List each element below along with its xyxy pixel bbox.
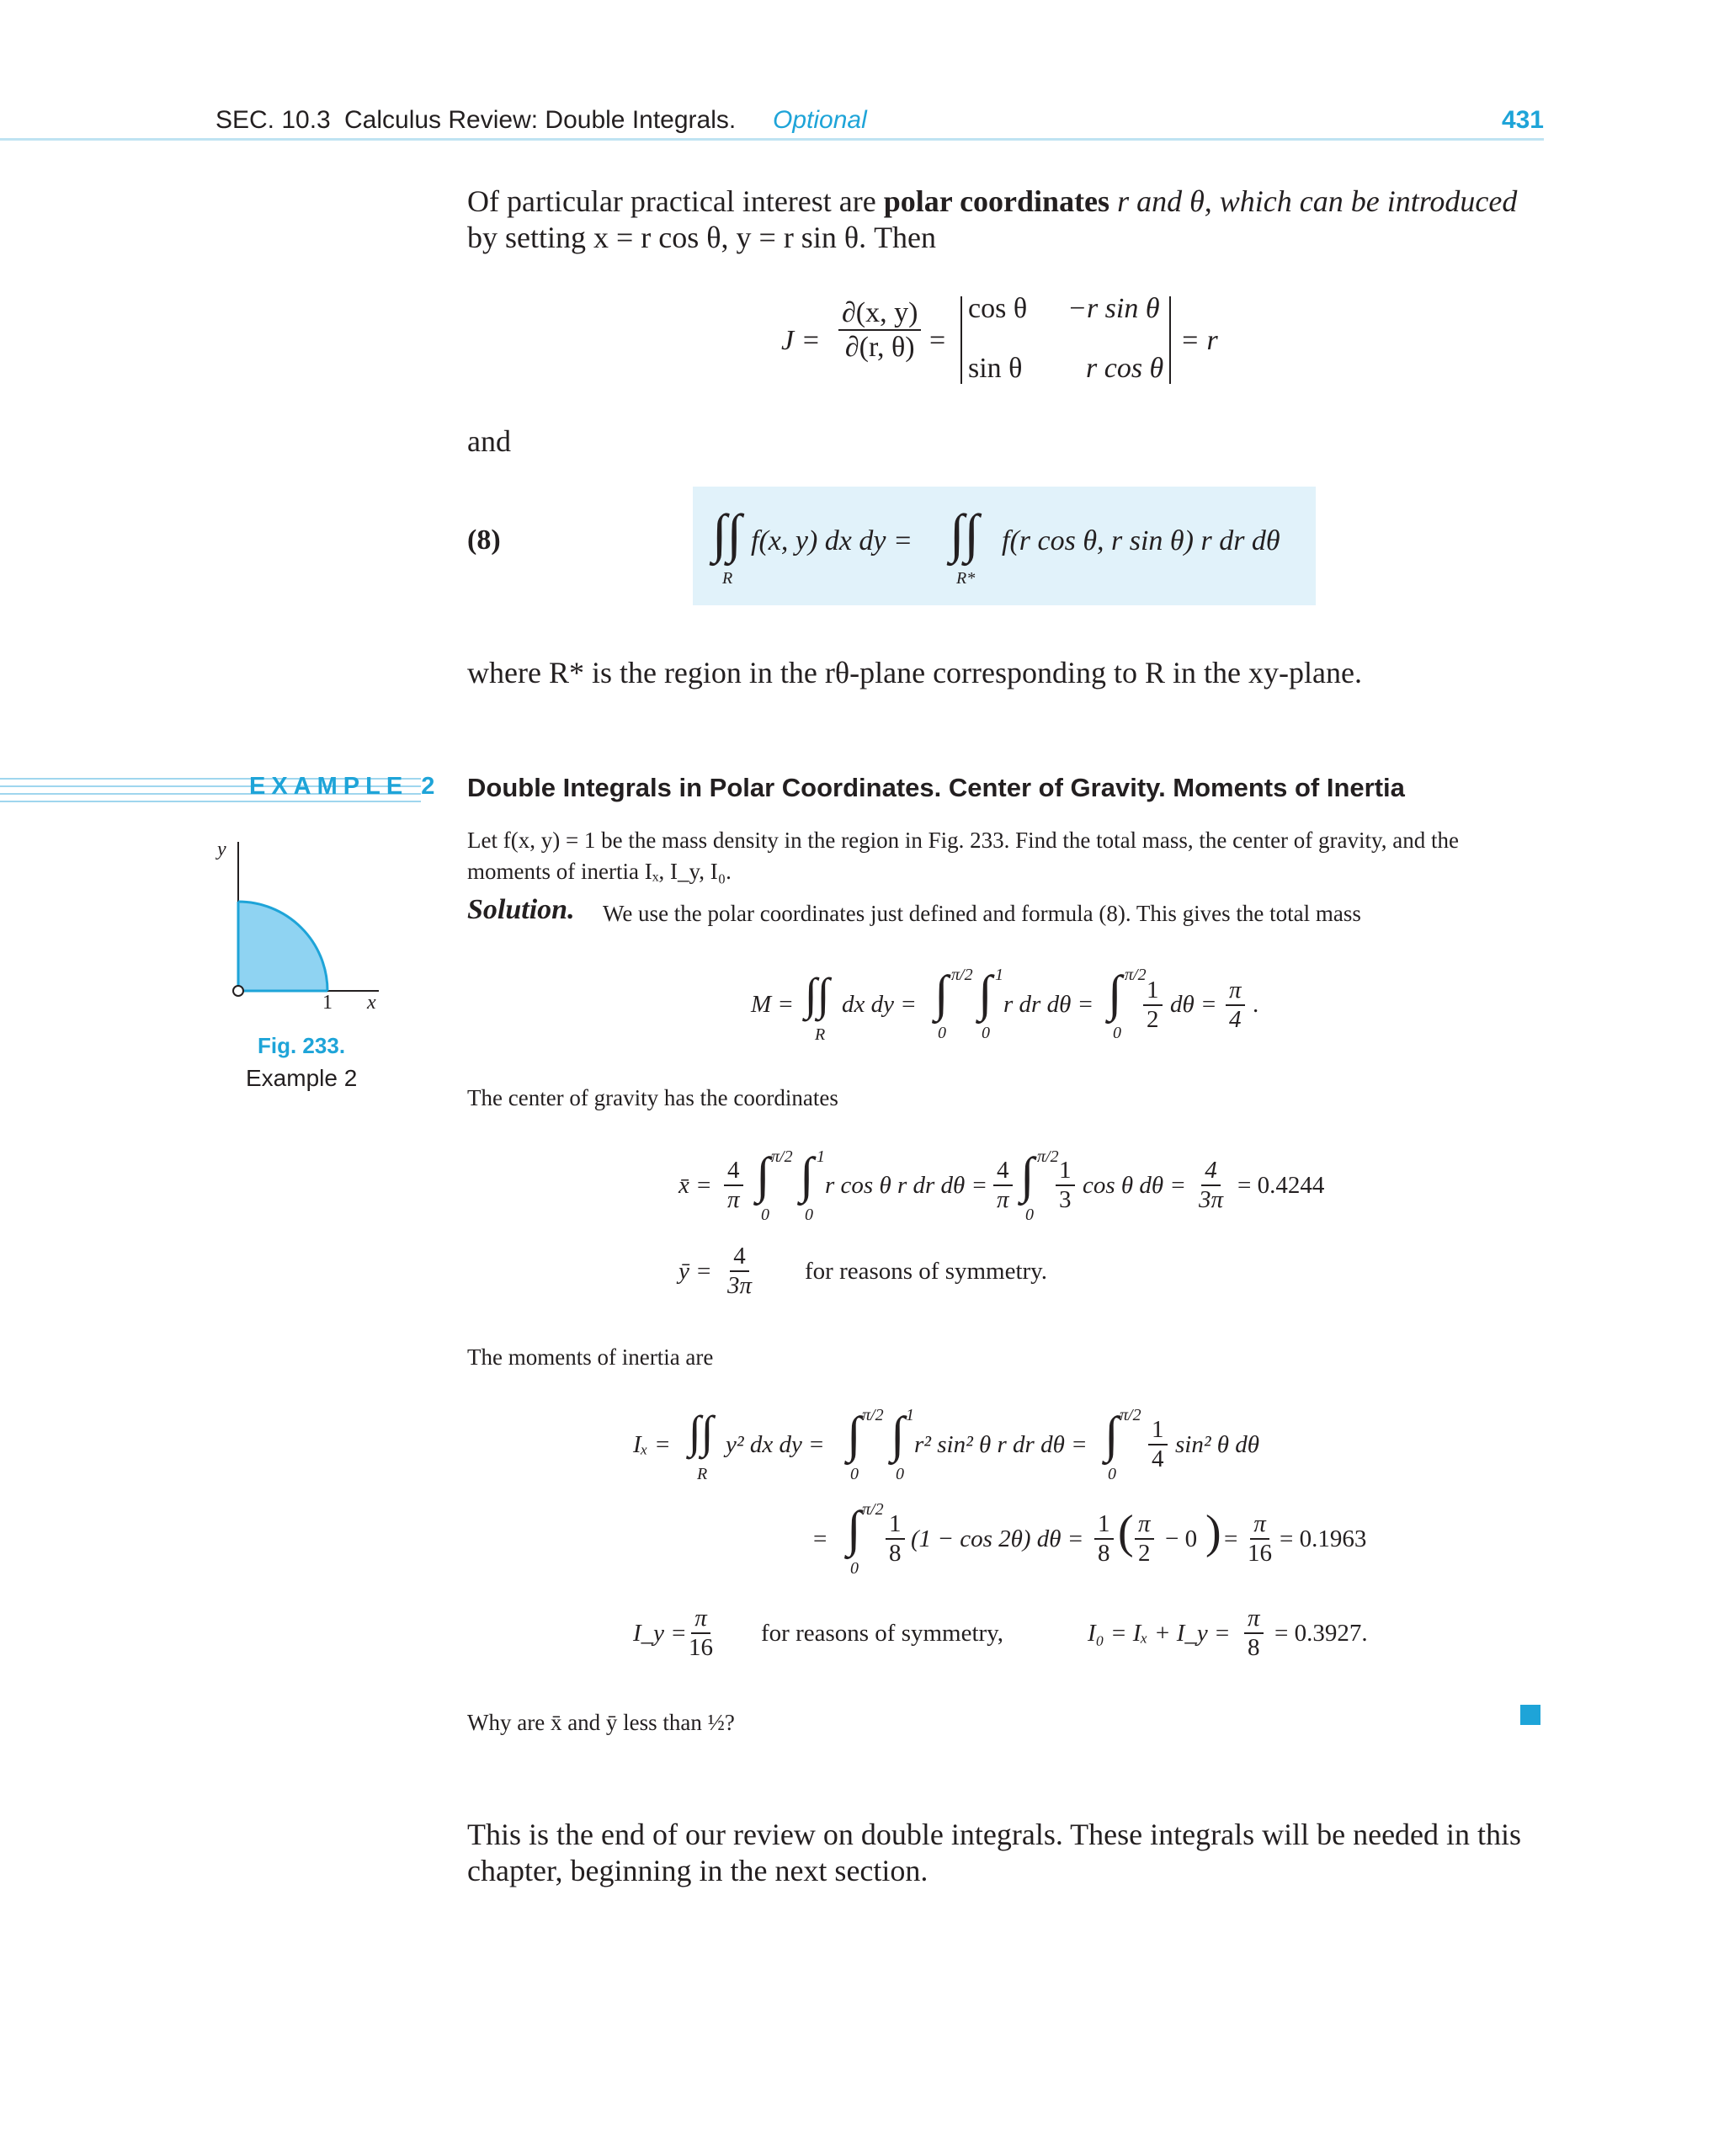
ix2-integral: ∫ <box>847 1501 861 1557</box>
formula-8-lhs-integral: ∫∫ <box>712 503 742 563</box>
mass-upper-3: π/2 <box>1125 966 1147 984</box>
origin-marker <box>233 986 243 996</box>
matrix-cell-22: r cos θ <box>1086 353 1164 384</box>
ix-upper-r: 1 <box>906 1406 914 1424</box>
section-title: Calculus Review: Double Integrals. <box>344 106 737 134</box>
example-statement-2: moments of inertia Iₓ, I_y, I₀. <box>467 859 732 884</box>
mass-period: . <box>1253 991 1259 1018</box>
xbar-lower-3: 0 <box>1025 1206 1034 1224</box>
formula-8-rhs: f(r cos θ, r sin θ) r dr dθ <box>1002 525 1280 556</box>
cog-intro: The center of gravity has the coordinates <box>467 1085 838 1110</box>
mass-lower-3: 0 <box>1113 1024 1121 1042</box>
i0-result: = 0.3927. <box>1274 1620 1368 1647</box>
intro-line-2: by setting x = r cos θ, y = r sin θ. Then <box>467 221 937 254</box>
mass-term-2: r dr dθ = <box>1003 991 1094 1018</box>
closing-line-1: This is the end of our review on double integrals. These integrals will be needed in this <box>467 1818 1522 1851</box>
closing-line-2: chapter, beginning in the next section. <box>467 1854 929 1887</box>
jacobian-equals: = <box>929 325 946 356</box>
xbar-lhs: x̄ = <box>678 1172 712 1199</box>
ix-lhs: Iₓ = <box>633 1431 671 1458</box>
jacobian-rhs: = r <box>1180 325 1218 356</box>
xbar-coeff-2: $\frac{4}{\pi}$ <box>993 1157 1013 1215</box>
ix-lower-r: 0 <box>896 1465 904 1483</box>
example-label: EXAMPLE 2 <box>249 773 441 800</box>
iy-lhs: I_y = <box>633 1620 687 1647</box>
mass-term-3: dθ = <box>1170 991 1217 1018</box>
ix2-minus-zero: − 0 <box>1165 1525 1198 1552</box>
ix-upper-3: π/2 <box>1120 1406 1141 1424</box>
xbar-upper-3: π/2 <box>1037 1147 1059 1166</box>
ix2-term-1: (1 − cos 2θ) dθ = <box>911 1525 1084 1552</box>
ix-region: R <box>697 1465 708 1483</box>
mass-upper-theta: π/2 <box>951 966 973 984</box>
matrix-cell-21: sin θ <box>968 353 1023 384</box>
formula-8-rhs-region: R* <box>956 569 976 588</box>
determinant-left-bar <box>960 296 962 384</box>
ix2-fraction-result: $\frac{\pi}{16}$ <box>1248 1510 1272 1568</box>
fig-label-y: y <box>217 838 226 860</box>
ix2-equals: = <box>813 1525 827 1552</box>
mass-integral-theta: ∫ <box>934 966 949 1021</box>
fig-label-x: x <box>367 992 376 1014</box>
ix-integral-theta: ∫ <box>847 1407 861 1462</box>
example-statement-1: Let f(x, y) = 1 be the mass density in the region in Fig. 233. Find the total mass, the center of gravity, and the <box>467 828 1459 853</box>
xbar-fraction-third: $\frac{1}{3}$ <box>1056 1157 1075 1215</box>
xbar-integral-3: ∫ <box>1020 1147 1035 1203</box>
intro-line-1: Of particular practical interest are polar coordinates r and θ, which can be introduced <box>467 184 1518 218</box>
example-title: Double Integrals in Polar Coordinates. Center of Gravity. Moments of Inertia <box>467 773 1405 802</box>
mass-result: $\frac{\pi}{4}$ <box>1226 977 1245 1035</box>
formula-8-lhs-region: R <box>722 569 733 588</box>
ix2-upper: π/2 <box>862 1500 884 1519</box>
ix-term-3: sin² θ dθ <box>1175 1431 1260 1458</box>
matrix-cell-12: −r sin θ <box>1067 293 1160 324</box>
end-of-example-marker <box>1520 1705 1540 1725</box>
section-number: SEC. 10.3 <box>216 106 331 134</box>
ybar-lhs: ȳ = <box>678 1258 712 1285</box>
fig-tick-1: 1 <box>322 992 333 1014</box>
mass-lower-theta: 0 <box>938 1024 946 1042</box>
mass-integral-r: ∫ <box>978 966 992 1021</box>
ix-integral-3: ∫ <box>1104 1407 1119 1462</box>
iy-note: for reasons of symmetry, <box>761 1620 1004 1647</box>
formula-8-label: (8) <box>467 524 501 556</box>
i0-lhs: I₀ = Iₓ + I_y = <box>1088 1620 1231 1647</box>
ix-lower-theta: 0 <box>850 1465 859 1483</box>
matrix-cell-11: cos θ <box>968 293 1028 324</box>
xbar-upper-r: 1 <box>817 1147 825 1166</box>
ix2-lower: 0 <box>850 1559 859 1578</box>
xbar-coeff: $\frac{4}{\pi}$ <box>724 1157 743 1215</box>
xbar-term-2: cos θ dθ = <box>1083 1172 1186 1199</box>
mass-fraction-half: $\frac{1}{2}$ <box>1143 977 1163 1035</box>
ix-lower-3: 0 <box>1108 1465 1116 1483</box>
xbar-result: = 0.4244 <box>1237 1172 1325 1199</box>
ix2-right-paren: ) <box>1205 1506 1221 1558</box>
ix-upper-theta: π/2 <box>862 1406 884 1424</box>
xbar-integral-r: ∫ <box>800 1147 814 1203</box>
figure-233 <box>202 833 404 1019</box>
ix2-result: = 0.1963 <box>1280 1525 1367 1552</box>
figure-caption-text: Example 2 <box>246 1065 358 1091</box>
ix-term-2: r² sin² θ r dr dθ = <box>914 1431 1088 1458</box>
xbar-lower-r: 0 <box>805 1206 813 1224</box>
i0-fraction: $\frac{\pi}{8}$ <box>1244 1605 1264 1663</box>
mass-term-1: dx dy = <box>842 991 917 1018</box>
where-text: where R* is the region in the rθ-plane corresponding to R in the xy-plane. <box>467 656 1362 689</box>
ix2-left-paren: ( <box>1118 1506 1134 1558</box>
jacobian-lhs: J = <box>781 325 821 356</box>
ix2-equals-2: = <box>1224 1525 1238 1552</box>
determinant-right-bar <box>1169 296 1171 384</box>
ix-term-1: y² dx dy = <box>726 1431 825 1458</box>
solution-text: We use the polar coordinates just defined and formula (8). This gives the total mass <box>603 901 1361 926</box>
example-rule-4 <box>0 801 421 802</box>
formula-8-rhs-integral: ∫∫ <box>950 503 980 563</box>
and-text: and <box>467 424 511 458</box>
ix2-fraction-eighth: $\frac{1}{8}$ <box>886 1510 905 1568</box>
header-rule <box>0 138 1544 141</box>
section-optional-tag: Optional <box>773 106 867 134</box>
moments-intro: The moments of inertia are <box>467 1344 714 1370</box>
xbar-lower-theta: 0 <box>761 1206 769 1224</box>
ybar-note: for reasons of symmetry. <box>805 1258 1048 1285</box>
mass-upper-r: 1 <box>995 966 1003 984</box>
figure-caption-number: Fig. 233. <box>258 1033 346 1058</box>
iy-fraction: $\frac{\pi}{16}$ <box>689 1605 713 1662</box>
ix2-fraction-g: $\frac{1}{8}$ <box>1094 1510 1114 1568</box>
xbar-term-1: r cos θ r dr dθ = <box>825 1172 988 1199</box>
ybar-fraction: $\frac{4}{3\pi}$ <box>727 1243 753 1300</box>
mass-integral-3: ∫ <box>1108 966 1122 1021</box>
ix-double-integral: ∫∫ <box>689 1407 714 1457</box>
solution-label: Solution. <box>467 894 575 925</box>
xbar-fraction-result: $\frac{4}{3\pi}$ <box>1199 1157 1224 1214</box>
mass-lhs: M = <box>751 991 794 1018</box>
mass-region: R <box>815 1025 826 1044</box>
mass-double-integral: ∫∫ <box>805 969 830 1019</box>
jacobian-fraction: $\frac{\partial(x, y)}{\partial(r, \theta)}$ <box>838 296 921 364</box>
formula-8-lhs: f(x, y) dx dy = <box>751 525 913 556</box>
page-number: 431 <box>1501 106 1544 134</box>
ix-integral-r: ∫ <box>891 1407 905 1462</box>
mass-lower-r: 0 <box>982 1024 990 1042</box>
ix-fraction-quarter: $\frac{1}{4}$ <box>1148 1416 1168 1474</box>
xbar-upper-theta: π/2 <box>771 1147 793 1166</box>
question-text: Why are x̄ and ȳ less than ½? <box>467 1710 735 1735</box>
ix2-fraction-pi-half: $\frac{\pi}{2}$ <box>1135 1510 1154 1568</box>
xbar-integral-theta: ∫ <box>756 1147 770 1203</box>
